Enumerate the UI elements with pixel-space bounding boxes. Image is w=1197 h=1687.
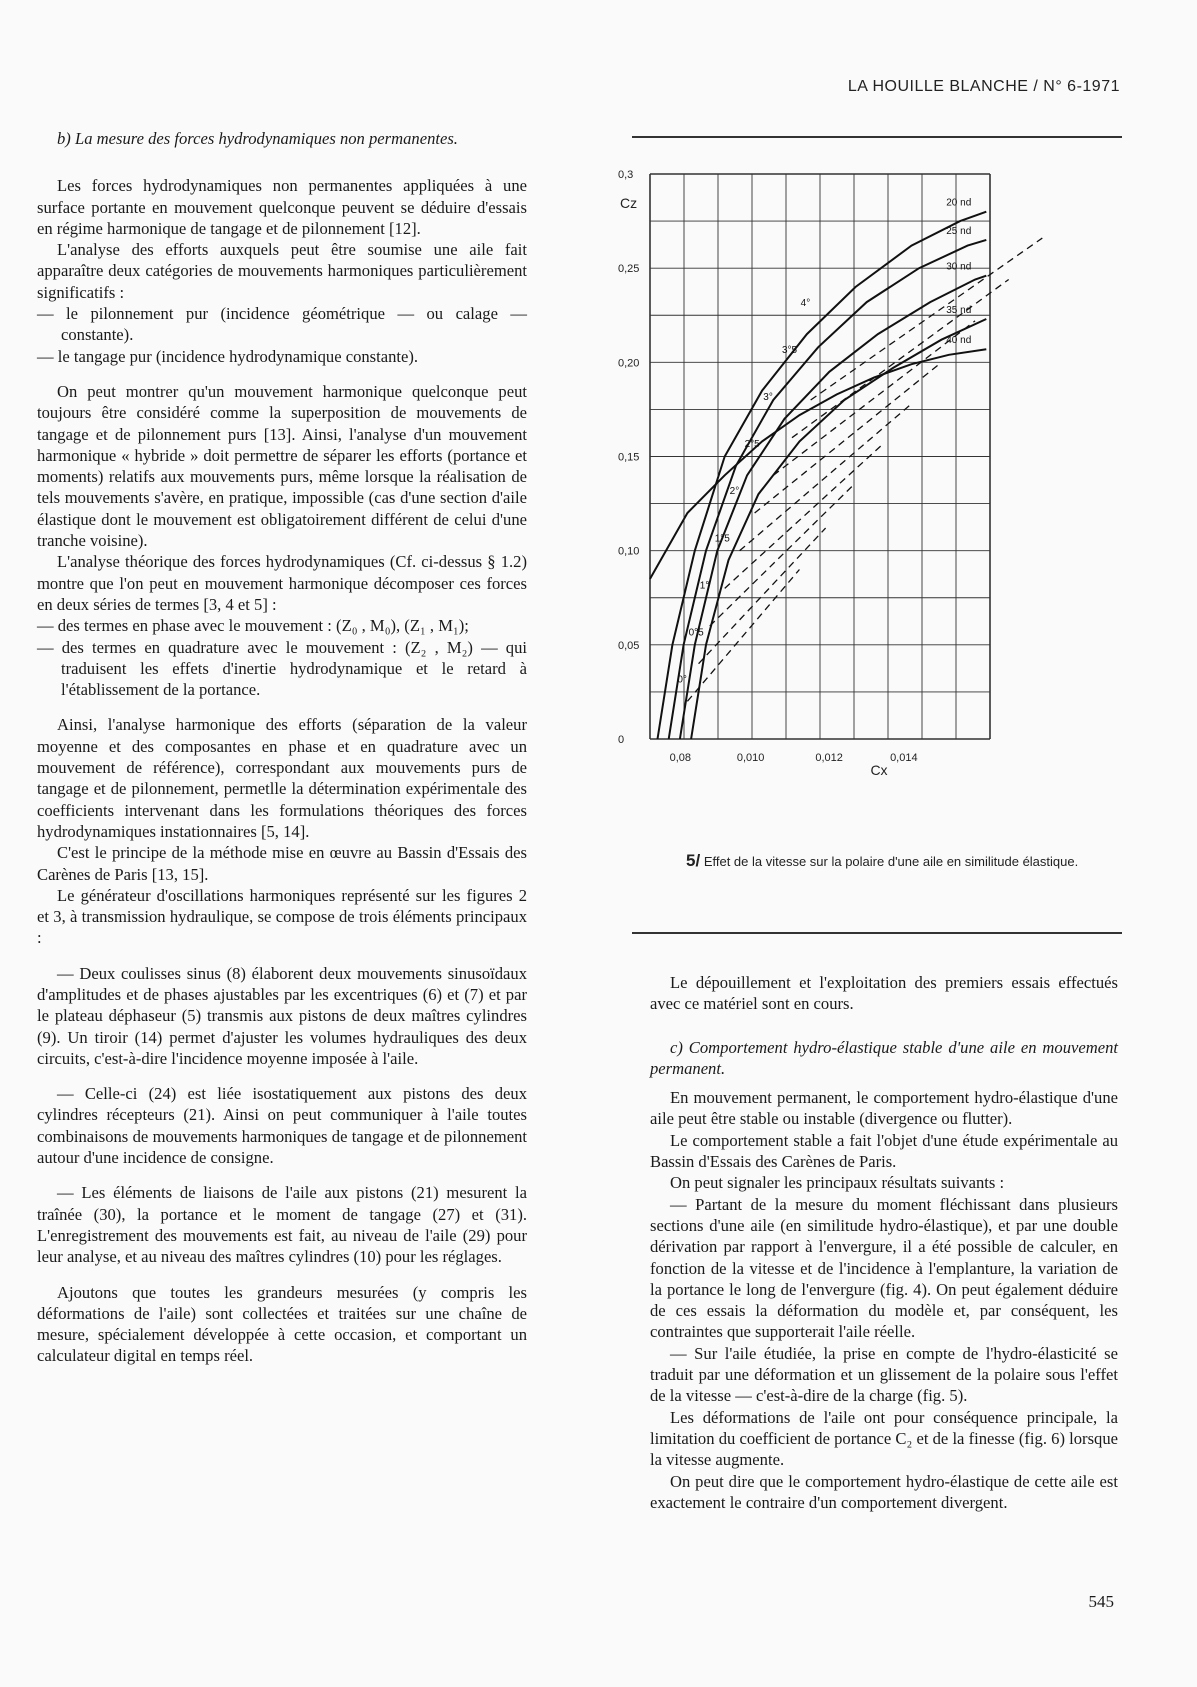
incidence-label: 3°5 xyxy=(781,344,798,356)
list-item: — des termes en quadrature avec le mouvement : (Z₂ , M₂) — qui traduisent les effets d'inertie hydrodynamique et le retard à l'établissement de la portance. xyxy=(37,637,527,700)
incidence-label: 2°5 xyxy=(744,439,760,451)
paragraph: Le dépouillement et l'exploitation des premiers essais effectués avec ce matériel sont en cours. xyxy=(650,973,1118,1014)
section-heading-c: c) Comportement hydro-élastique stable d'une aile en mouvement permanent. xyxy=(650,1037,1118,1078)
page-number: 545 xyxy=(1088,1592,1114,1611)
paragraph: En mouvement permanent, le comportement hydro-élastique d'une aile peut être stable ou instable (divergence ou flutter). xyxy=(650,1088,1118,1129)
incidence-label: 4° xyxy=(800,297,811,309)
paragraph: — Celle-ci (24) est liée isostatiquement aux pistons des deux cylindres récepteurs (21). Ainsi on peut communiquer à l'aile toutes combinaisons de mouvements harmoniques de tangage et de pilonnement autour d'une incidence de consigne. xyxy=(37,1084,527,1168)
y-tick-label: 0 xyxy=(618,734,625,746)
paragraph: L'analyse des efforts auxquels peut être soumise une aile fait apparaître deux catégories de mouvements harmoniques particulièrement significatifs : xyxy=(37,240,527,302)
figure-caption-text: Effet de la vitesse sur la polaire d'une aile en similitude élastique. xyxy=(703,854,1079,869)
x-tick-label: 0,012 xyxy=(815,752,843,764)
paragraph: On peut dire que le comportement hydro-élastique de cette aile est exactement le contraire d'un comportement divergent. xyxy=(650,1471,1118,1512)
incidence-label: 1° xyxy=(699,580,710,592)
figure-caption xyxy=(686,852,1106,870)
paragraph: Ainsi, l'analyse harmonique des efforts (séparation de la valeur moyenne et des composantes en phase et en quadrature avec un mouvement de référence), correspondant aux mouvements purs de tangage et de pilonnement, permetlle la détermination expérimentale des coefficients intervenant dans les formulations théoriques des forces hydrodynamiques instationnaires [5, 14]. xyxy=(37,715,527,841)
series-label: 25 nd xyxy=(946,225,972,237)
paragraph: Le générateur d'oscillations harmoniques représenté sur les figures 2 et 3, à transmission hydraulique, se compose de trois éléments principaux : xyxy=(37,885,527,948)
series-line xyxy=(658,212,987,739)
y-axis-label: Cz xyxy=(620,195,638,211)
paragraph: Les déformations de l'aile ont pour conséquence principale, la limitation du coefficient de portance C₂ et de la finesse (fig. 6) lorsque la vitesse augmente. xyxy=(650,1407,1118,1470)
x-tick-label: 0,014 xyxy=(890,752,918,764)
incidence-label: 0°5 xyxy=(688,627,704,639)
list-item: — le tangage pur (incidence hydrodynamique constante). xyxy=(37,346,419,366)
right-column xyxy=(650,972,1118,1513)
list-item: — le pilonnement pur (incidence géométrique — ou calage — constante). xyxy=(37,304,527,345)
paragraph: — Les éléments de liaisons de l'aile aux pistons (21) mesurent la traînée (30), la portance et le moment de tangage (27) et (31). L'enregistrement des mouvements est fait, au niveau de l'aile (29) pour leur analyse, et au niveau des maîtres cylindres (10) pour les réglages. xyxy=(37,1183,527,1267)
incidence-label: 2° xyxy=(729,486,740,498)
y-tick-label: 0,20 xyxy=(618,357,640,370)
y-tick-label: 0,10 xyxy=(618,545,640,558)
paragraph: — Deux coulisses sinus (8) élaborent deux mouvements sinusoïdaux d'amplitudes et de phases ajustables par les excentriques (6) et (7) et par le plateau déphaseur (5) transmis aux pistons de deux maîtres cylindres (9). Un tiroir (14) permet d'ajuster les volumes hydrauliques des deux circuits, c'est-à-dire l'incidence moyenne imposée à l'aile. xyxy=(37,963,527,1068)
x-tick-label: 0,010 xyxy=(736,752,765,764)
series-line xyxy=(688,319,986,739)
y-tick-label: 0,05 xyxy=(618,639,640,652)
paragraph: On peut montrer qu'un mouvement harmonique quelconque peut toujours être considéré comme la superposition de mouvements de tangage et de pilonnement purs [13]. Ainsi, l'analyse d'un mouvement harmonique « hybride » doit permettre de séparer les efforts (portance et moments) relatifs aux mouvements purs, même lorsque la réalisation de tels mouvements s'avère, en pratique, impossible (cas d'une section d'aile élastique dont le mouvement est obligatoirement différent de celui d'une tranche voisine). xyxy=(37,381,527,551)
incidence-label: 0° xyxy=(677,674,687,686)
incidence-label: 1°5 xyxy=(714,533,730,545)
x-axis-label: Cx xyxy=(870,762,888,778)
series-label: 35 nd xyxy=(946,305,972,317)
series-label: 20 nd xyxy=(946,197,972,209)
y-tick-label: 0,25 xyxy=(618,263,640,276)
y-tick-label: 0,3 xyxy=(618,169,634,181)
series-label: 30 nd xyxy=(946,261,972,273)
paragraph: — Sur l'aile étudiée, la prise en compte de l'hydro-élasticité se traduit par une déformation et un glissement de la polaire sous l'effet de la vitesse — c'est-à-dire de la charge (fig. 5). xyxy=(650,1343,1118,1406)
paragraph: Le comportement stable a fait l'objet d'une étude expérimentale au Bassin d'Essais des Carènes de Paris. xyxy=(650,1130,1118,1172)
y-tick-label: 0,15 xyxy=(618,451,640,464)
incidence-label: 3° xyxy=(763,392,773,403)
section-heading-b: b) La mesure des forces hydrodynamiques non permanentes. xyxy=(57,129,458,148)
paragraph: L'analyse théorique des forces hydrodynamiques (Cf. ci-dessus § 1.2) montre que l'on peut en mouvement harmonique décomposer ces forces en deux séries de termes [3, 4 et 5] : xyxy=(37,552,527,614)
paragraph: On peut signaler les principaux résultats suivants : xyxy=(670,1173,1005,1193)
series-label: 40 nd xyxy=(946,335,972,347)
paragraph: — Partant de la mesure du moment fléchissant dans plusieurs sections d'une aile (en similitude hydro-élastique), et par une double dérivation par rapport à l'envergure, il a été possible de calculer, en fonction de la vitesse et de l'incidence à l'emplanture, la variation de la portance le long de l'envergure (fig. 4). On peut également déduire de ces essais la déformation du modèle et, par conséquent, les contraintes que supporterait l'aile réelle. xyxy=(650,1194,1118,1342)
list-item: — des termes en phase avec le mouvement : (Z₀ , M₀), (Z₁ , M₁); xyxy=(37,616,469,636)
figure-bottom-rule xyxy=(632,932,1122,934)
incidence-line xyxy=(811,238,1043,400)
figure-top-rule xyxy=(632,136,1122,138)
series-line xyxy=(680,276,986,739)
paragraph: Ajoutons que toutes les grandeurs mesurées (y compris les déformations de l'aile) sont collectées et traitées sur une chaîne de mesure, spécialement développée à cette occasion, et comportant un calculateur digital en temps réel. xyxy=(37,1282,527,1366)
journal-header: LA HOUILLE BLANCHE / N° 6-1971 xyxy=(847,78,1120,95)
left-column xyxy=(37,128,527,1367)
polar-chart xyxy=(618,169,1120,840)
paragraph: C'est le principe de la méthode mise en œuvre au Bassin d'Essais des Carènes de Paris [13, 15]. xyxy=(37,843,527,884)
x-tick-label: 0,08 xyxy=(669,752,692,764)
figure-number: 5/ xyxy=(686,851,701,870)
paragraph: Les forces hydrodynamiques non permanentes appliquées à une surface portante en mouvement quelconque peuvent se déduire d'essais en régime harmonique de tangage et de pilonnement [12]. xyxy=(37,176,527,238)
